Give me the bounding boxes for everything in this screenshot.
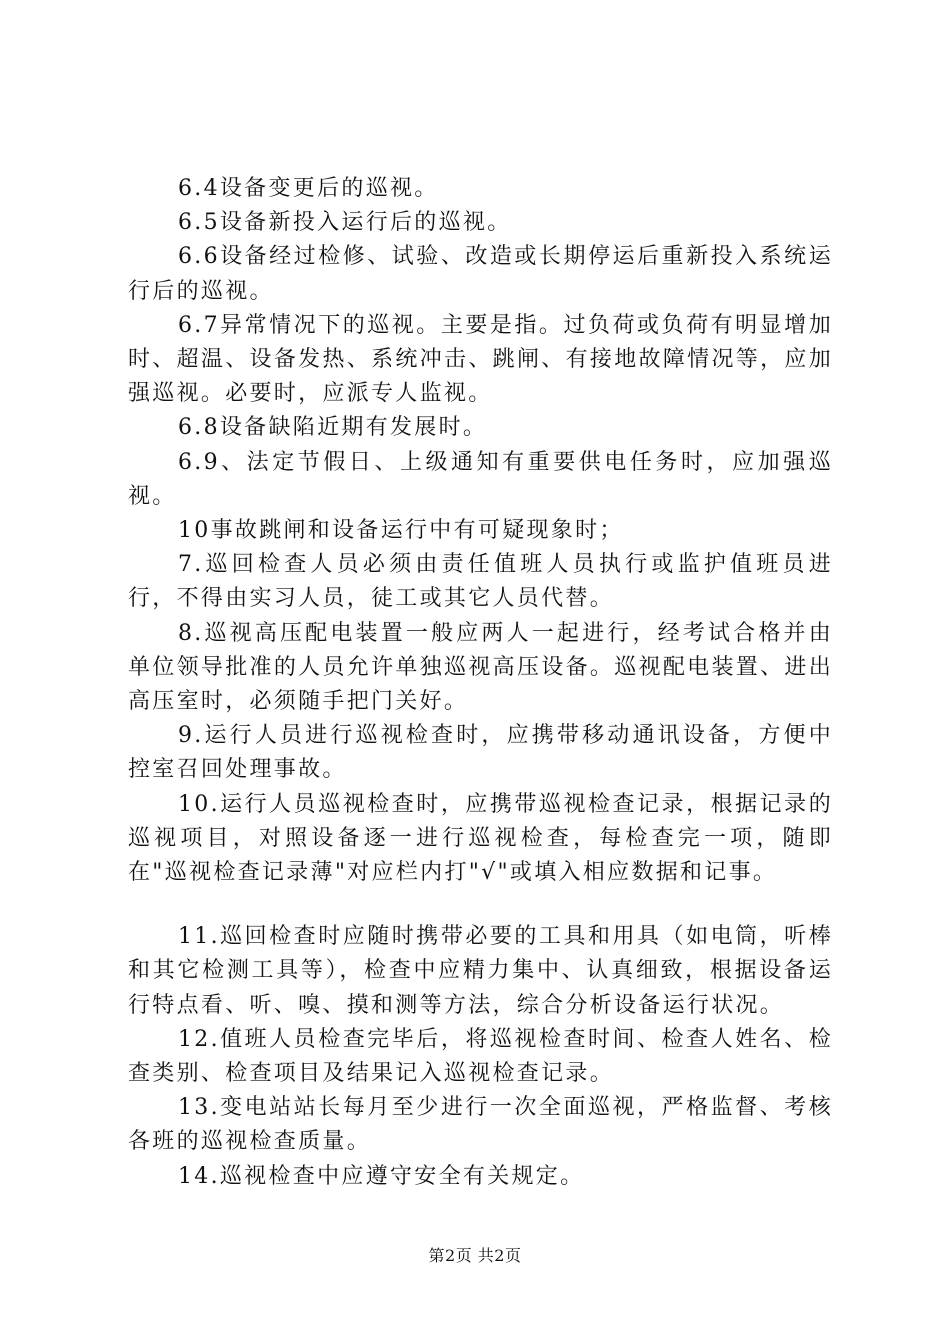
paragraph-10-event: 10事故跳闸和设备运行中有可疑现象时； bbox=[178, 518, 624, 544]
paragraph-12: 12.值班人员检查完毕后，将巡视检查时间、检查人姓名、检查类别、检查项目及结果记入巡视检查记录。 bbox=[128, 1026, 833, 1087]
paragraph-10: 10.运行人员巡视检查时，应携带巡视检查记录，根据记录的巡视项目，对照设备逐一进行巡视检查，每检查完一项，随即在"巡视检查记录薄"对应栏内打"√"或填入相应数据和记事。 bbox=[128, 791, 833, 886]
paragraph-6-8: 6.8设备缺陷近期有发展时。 bbox=[178, 415, 488, 441]
paragraph-6-9: 6.9、法定节假日、上级通知有重要供电任务时，应加强巡视。 bbox=[128, 449, 833, 509]
paragraph-8: 8.巡视高压配电装置一般应两人一起进行，经考试合格并由单位领导批准的人员允许单独巡视高压设备。巡视配电装置、进出高压室时，必须随手把门关好。 bbox=[128, 620, 833, 715]
paragraph-14: 14.巡视检查中应遵守安全有关规定。 bbox=[178, 1163, 585, 1189]
paragraph-13: 13.变电站站长每月至少进行一次全面巡视，严格监督、考核各班的巡视检查质量。 bbox=[128, 1095, 833, 1155]
document-body bbox=[128, 172, 833, 1194]
paragraph-11: 11.巡回检查时应随时携带必要的工具和用具（如电筒，听棒和其它检测工具等），检查中应精力集中、认真细致，根据设备运行特点看、听、嗅、摸和测等方法，综合分析设备运行状况。 bbox=[128, 924, 833, 1018]
paragraph-7: 7.巡回检查人员必须由责任值班人员执行或监护值班员进行，不得由实习人员，徒工或其它人员代替。 bbox=[128, 552, 833, 612]
paragraph-6-7: 6.7异常情况下的巡视。主要是指。过负荷或负荷有明显增加时、超温、设备发热、系统冲击、跳闸、有接地故障情况等，应加强巡视。必要时，应派专人监视。 bbox=[128, 312, 833, 407]
paragraph-6-4: 6.4设备变更后的巡视。 bbox=[178, 176, 439, 201]
paragraph-6-6: 6.6设备经过检修、试验、改造或长期停运后重新投入系统运行后的巡视。 bbox=[128, 244, 833, 304]
page-footer: 第2页 共2页 bbox=[428, 1246, 522, 1265]
paragraph-9: 9.运行人员进行巡视检查时，应携带移动通讯设备，方便中控室召回处理事故。 bbox=[128, 723, 833, 783]
paragraph-6-5: 6.5设备新投入运行后的巡视。 bbox=[178, 210, 512, 236]
paragraph-spacer bbox=[128, 890, 833, 920]
